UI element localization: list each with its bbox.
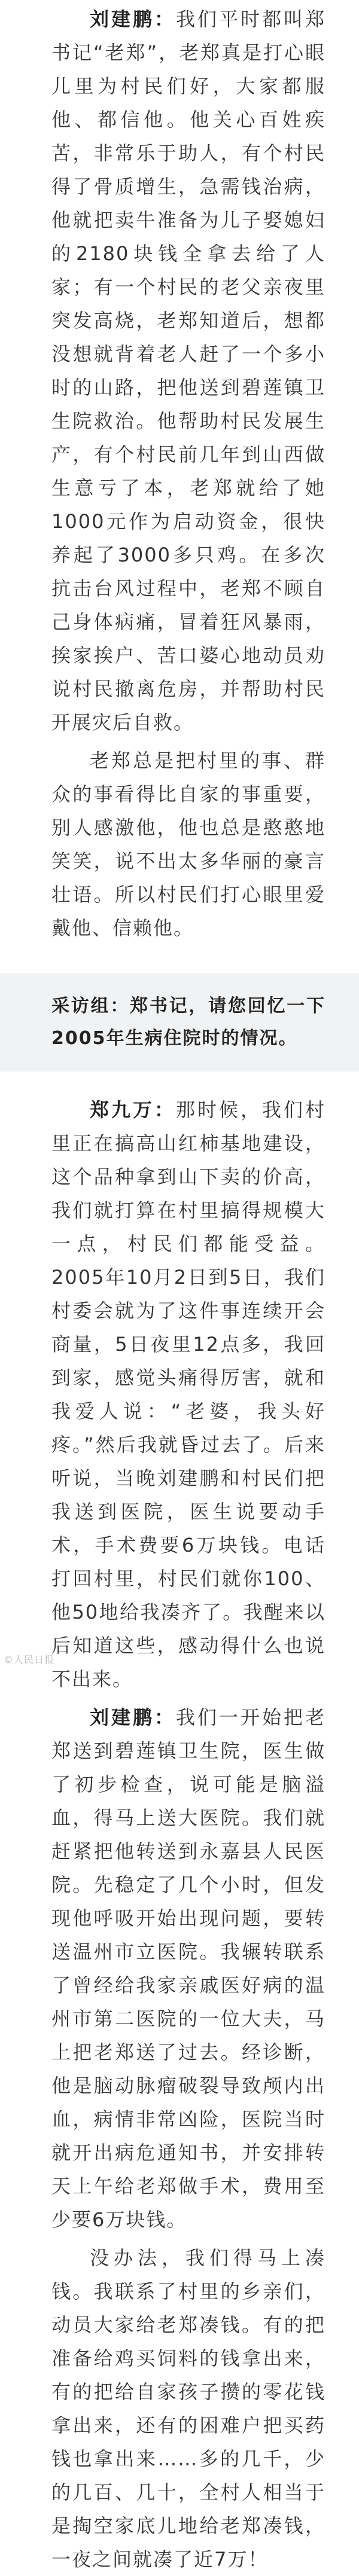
paragraph-text: 老郑总是把村里的事、群众的事看得比自家的事重要，别人感激他，他也总是憨憨地笑笑，说不出太多华丽的豪言壮语。所以村民们打心眼里爱戴他、信赖他。 — [51, 749, 325, 939]
paragraph-liu-4 — [0, 2241, 359, 2576]
paragraph-liu-1 — [0, 0, 359, 739]
speaker-label: 刘建鹏： — [90, 8, 176, 30]
paragraph-liu-3 — [0, 1701, 359, 2236]
interview-question-box — [0, 973, 359, 1072]
question-text: 郑书记，请您回忆一下2005年生病住院时的情况。 — [51, 996, 326, 1049]
paragraph-zheng — [0, 1093, 359, 1696]
paragraph-text: 我们平时都叫郑书记“老郑”，老郑真是打心眼儿里为村民们好，大家都服他、都信他。他关心百姓疾苦，非常乐于助人，有个村民得了骨质增生，急需钱治病，他就把卖牛准备为儿子娶媳妇的2180块钱全拿去给了人家；有一个村民的老父亲夜里突发高烧，老郑知道后，想都没想就背着老人赶了一个多小时的山路，把他送到碧莲镇卫生院救治。他帮助村民发展生产，有个村民前几年到山西做生意亏了本，老郑就给了她1000元作为启动资金，很快养起了3000多只鸡。在多次抗击台风过程中，老郑不顾自己身体病痛，冒着狂风暴雨，挨家挨户、苦口婆心地动员劝说村民撤离危房，并帮助村民开展灾后自救。 — [51, 8, 325, 734]
interview-question — [51, 990, 325, 1055]
watermark: ©人民日报 — [4, 1654, 55, 1665]
paragraph-text: 没办法，我们得马上凑钱。我联系了村里的乡亲们，动员大家给老郑凑钱。有的把准备给鸡买饲料的钱拿出来，有的把给自家孩子攒的零花钱拿出来，还有的困难户把买药钱也拿出来……多的几千，少的几百、几十，全村人相当于是掏空家底儿地给老郑凑钱，一夜之间就凑了近7万！ — [51, 2247, 325, 2571]
paragraph-text: 那时候，我们村里正在搞高山红柿基地建设，这个品种拿到山下卖的价高，我们就打算在村里搞得规模大一点，村民们都能受益。2005年10月2日到5日，我们村委会就为了这件事连续开会商量，5日夜里12点多，我回到家，感觉头痛得厉害，就和我爱人说：“老婆，我头好疼。”然后我就昏过去了。后来听说，当晚刘建鹏和村民们把我送到医院，医生说要动手术，手术费要6万块钱。电话打回村里，村民们就你100、他50地给我凑齐了。我醒来以后知道这些，感动得什么也说不出来。 — [51, 1098, 325, 1690]
paragraph-text: 我们一开始把老郑送到碧莲镇卫生院，医生做了初步检查，说可能是脑溢血，得马上送大医院。我们就赶紧把他转送到永嘉县人民医院。先稳定了几个小时，但发现他呼吸开始出现问题，要转送温州市立医院。我辗转联系了曾经给我家亲戚医好病的温州市第二医院的一位大夫，马上把老郑送了过去。经诊断，他是脑动脉瘤破裂导致颅内出血，病情非常凶险，医院当时就开出病危通知书，并安排转天上午给老郑做手术，费用至少要6万块钱。 — [51, 1706, 325, 2231]
speaker-label: 采访组： — [51, 996, 130, 1017]
speaker-label: 郑九万： — [90, 1098, 176, 1121]
paragraph-liu-2 — [0, 744, 359, 945]
speaker-label: 刘建鹏： — [90, 1706, 176, 1729]
